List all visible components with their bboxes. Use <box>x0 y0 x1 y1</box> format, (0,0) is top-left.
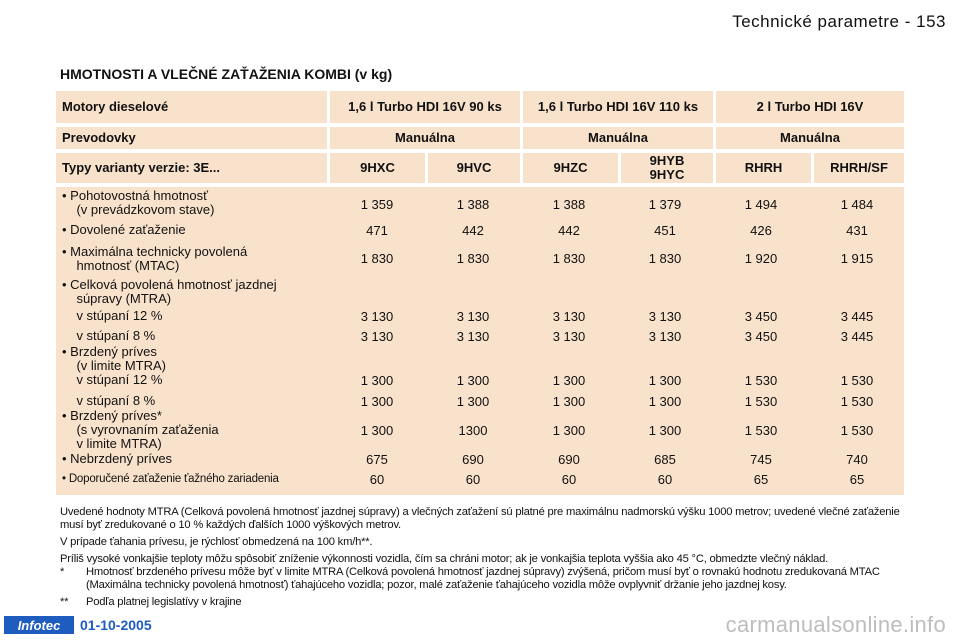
cell-value: 1 920 <box>744 251 778 266</box>
variants-label: Typy varianty verzie: 3E... <box>62 160 220 176</box>
variant-4: 9HYB 9HYC <box>649 153 685 182</box>
variant-2: 9HVC <box>456 160 492 176</box>
page-header: Technické parametre - 153 <box>732 12 946 31</box>
cell-value: 1 300 <box>360 394 394 409</box>
note-temperature: Príliš vysoké vonkajšie teploty môžu spôsobiť zníženie výkonnosti vozidla, čím sa chráni motor; ak je vonkajšia teplota vyššia ako 45 °C, obmedzte vlečný náklad. <box>60 553 829 565</box>
cell-value: 675 <box>366 452 388 467</box>
cell-value: 471 <box>366 223 388 238</box>
cell-value: 60 <box>465 472 481 487</box>
row-label: v stúpaní 8 % <box>62 393 156 408</box>
cell-value: 1 915 <box>840 251 874 266</box>
cell-value: 1 530 <box>744 373 778 388</box>
cell-value: 3 445 <box>840 309 874 324</box>
cell-value: 1 530 <box>840 373 874 388</box>
cell-value: 1300 <box>458 423 488 438</box>
cell-value: 1 300 <box>360 423 394 438</box>
row-label: v stúpaní 12 % <box>62 372 163 387</box>
table-row <box>56 244 904 273</box>
cell-value: 3 130 <box>360 309 394 324</box>
table-row <box>56 472 904 492</box>
cell-value: 1 300 <box>552 394 586 409</box>
gearbox-1: Manuálna <box>395 130 455 146</box>
cell-value: 1 300 <box>456 373 490 388</box>
cell-value: 442 <box>462 223 484 238</box>
table-row <box>56 223 904 243</box>
table-row <box>56 188 904 217</box>
watermark: carmanualsonline.info <box>725 612 946 637</box>
cell-value: 690 <box>462 452 484 467</box>
cell-value: 1 484 <box>840 197 874 212</box>
cell-value: 3 130 <box>360 329 394 344</box>
footnote-1-text: Hmotnosť brzdeného prívesu môže byť v limite MTRA (Celková povolená hmotnosť jazdnej súpravy) zvýšená, pričom musí byť o rovnakú hodnotu zredukovaná MTAC (Maximálna technicky povolená hmotnosť) ťahajúceho vozidla; pozor, malé zaťaženie ťahajúceho vozidla môže ovplyvniť držanie jeho jazdnej kosy. <box>86 566 880 591</box>
cell-value: 3 450 <box>744 329 778 344</box>
cell-value: 442 <box>558 223 580 238</box>
cell-value: 1 300 <box>648 423 682 438</box>
cell-value: 426 <box>750 223 772 238</box>
cell-value: 1 359 <box>360 197 394 212</box>
cell-value: 690 <box>558 452 580 467</box>
variants-row <box>56 153 904 183</box>
cell-value: 1 494 <box>744 197 778 212</box>
infotec-logo: Infotec <box>4 616 74 634</box>
row-label: • Dovolené zaťaženie <box>62 222 186 237</box>
row-label: • Brzdený príves (v limite MTRA) <box>62 344 166 373</box>
cell-value: 60 <box>369 472 385 487</box>
cell-value: 431 <box>846 223 868 238</box>
footnote-1-mark: * <box>60 566 65 578</box>
variant-1: 9HXC <box>360 160 395 176</box>
cell-value: 1 388 <box>552 197 586 212</box>
row-label: v stúpaní 12 % <box>62 308 163 323</box>
footnote-2 <box>60 596 910 609</box>
cell-value: 3 130 <box>456 329 490 344</box>
row-label: • Maximálna technicky povolená hmotnosť (MTAC) <box>62 244 248 273</box>
engine-header-3: 2 l Turbo HDI 16V <box>756 99 864 115</box>
data-table-body <box>56 187 904 495</box>
cell-value: 1 530 <box>744 394 778 409</box>
engine-header-2: 1,6 l Turbo HDI 16V 110 ks <box>537 99 699 115</box>
row-label: • Celková povolená hmotnosť jazdnej súpravy (MTRA) <box>62 277 277 306</box>
gearbox-row <box>56 127 904 149</box>
cell-value: 1 300 <box>456 394 490 409</box>
cell-value: 1 388 <box>456 197 490 212</box>
table-row <box>56 373 904 393</box>
note-speed: V prípade ťahania prívesu, je rýchlosť obmedzená na 100 km/h**. <box>60 536 373 548</box>
cell-value: 3 130 <box>648 309 682 324</box>
section-title: HMOTNOSTI A VLEČNÉ ZAŤAŽENIA KOMBI (v kg) <box>60 66 393 82</box>
cell-value: 740 <box>846 452 868 467</box>
cell-value: 1 300 <box>648 394 682 409</box>
table-row <box>56 344 904 373</box>
row-label: v stúpaní 8 % <box>62 328 156 343</box>
cell-value: 1 830 <box>552 251 586 266</box>
footer-date: 01-10-2005 <box>80 617 152 633</box>
footnote-2-mark: ** <box>60 596 69 608</box>
row-label: • Doporučené zaťaženie ťažného zariadenia <box>62 473 279 485</box>
notes <box>60 506 910 613</box>
cell-value: 1 830 <box>456 251 490 266</box>
row-label: • Brzdený príves* (s vyrovnaním zaťaženia v limite MTRA) <box>62 408 219 451</box>
cell-value: 1 300 <box>552 373 586 388</box>
row-label: • Pohotovostná hmotnosť (v prevádzkovom stave) <box>62 188 215 217</box>
table-row <box>56 309 904 329</box>
cell-value: 1 530 <box>840 423 874 438</box>
variant-6: RHRH/SF <box>830 160 888 176</box>
engine-header-1: 1,6 l Turbo HDI 16V 90 ks <box>348 99 502 115</box>
cell-value: 1 300 <box>648 373 682 388</box>
cell-value: 1 830 <box>360 251 394 266</box>
row-label: • Nebrzdený príves <box>62 451 173 466</box>
cell-value: 3 130 <box>552 309 586 324</box>
engines-row <box>56 91 904 123</box>
gearbox-label: Prevodovky <box>62 130 136 146</box>
cell-value: 3 130 <box>648 329 682 344</box>
footnote-2-text: Podľa platnej legislatívy v krajine <box>86 596 242 608</box>
cell-value: 451 <box>654 223 676 238</box>
cell-value: 1 530 <box>840 394 874 409</box>
note-altitude: Uvedené hodnoty MTRA (Celková povolená hmotnosť jazdnej súpravy) a vlečných zaťažení sú platné pre maximálnu nadmorskú výšku 1000 metrov; uvedené vlečné zaťaženie musí byť zredukované o 10 % každých ďalších 1000 výškových metrov. <box>60 506 900 531</box>
cell-value: 1 530 <box>744 423 778 438</box>
cell-value: 65 <box>753 472 769 487</box>
cell-value: 745 <box>750 452 772 467</box>
cell-value: 3 130 <box>456 309 490 324</box>
footnote-1 <box>60 566 910 592</box>
gearbox-2: Manuálna <box>588 130 648 146</box>
cell-value: 65 <box>849 472 865 487</box>
table-row <box>56 452 904 472</box>
cell-value: 1 830 <box>648 251 682 266</box>
cell-value: 1 379 <box>648 197 682 212</box>
cell-value: 1 300 <box>360 373 394 388</box>
cell-value: 3 445 <box>840 329 874 344</box>
cell-value: 685 <box>654 452 676 467</box>
engines-label: Motory dieselové <box>62 99 169 115</box>
variant-5: RHRH <box>744 160 783 176</box>
gearbox-3: Manuálna <box>780 130 840 146</box>
cell-value: 3 130 <box>552 329 586 344</box>
cell-value: 60 <box>561 472 577 487</box>
table-row <box>56 277 904 306</box>
cell-value: 3 450 <box>744 309 778 324</box>
cell-value: 1 300 <box>552 423 586 438</box>
table-row <box>56 408 904 451</box>
variant-3: 9HZC <box>553 160 588 176</box>
cell-value: 60 <box>657 472 673 487</box>
